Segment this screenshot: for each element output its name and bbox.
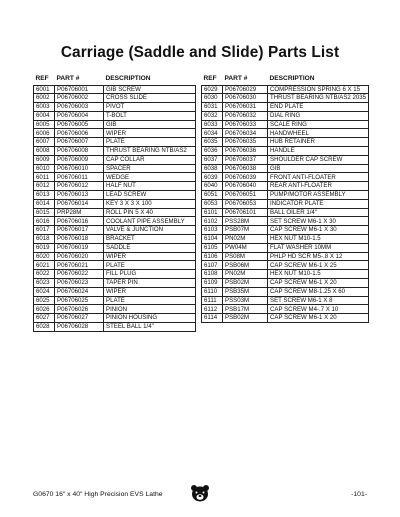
- col-header-description: DESCRIPTION: [269, 75, 315, 82]
- description-cell: SET SCREW M6-1 X 30: [268, 217, 369, 226]
- description-cell: CAP SCREW M4-.7 X 10: [268, 305, 369, 314]
- description-cell: CROSS SLIDE: [104, 94, 196, 103]
- table-row: [34, 252, 196, 261]
- part-number-cell: PW04M: [223, 243, 268, 252]
- ref-cell: 6106: [202, 252, 223, 261]
- part-number-cell: P06706031: [223, 103, 268, 112]
- part-number-cell: PSB17M: [223, 305, 268, 314]
- ref-cell: 6110: [202, 287, 223, 296]
- table-row: [34, 217, 196, 226]
- description-cell: PIVOT: [104, 103, 196, 112]
- parts-table-right-body: [202, 85, 369, 323]
- table-row: [202, 138, 369, 147]
- ref-cell: 6101: [202, 208, 223, 217]
- part-number-cell: PRP28M: [55, 208, 104, 217]
- description-cell: PINION HOUSING: [104, 314, 196, 323]
- ref-cell: 6109: [202, 279, 223, 288]
- page-number: -101-: [351, 491, 367, 498]
- ref-cell: 6019: [34, 243, 55, 252]
- description-cell: WEDGE: [104, 173, 196, 182]
- description-cell: THRUST BEARING NTB/AS2: [104, 147, 196, 156]
- part-number-cell: P06706039: [223, 173, 268, 182]
- description-cell: GIB: [104, 120, 196, 129]
- table-row: [202, 94, 369, 103]
- part-number-cell: P06706034: [223, 129, 268, 138]
- part-number-cell: P06706002: [55, 94, 104, 103]
- description-cell: HEX NUT M10-1.5: [268, 235, 369, 244]
- description-cell: COOLANT PIPE ASSEMBLY: [104, 217, 196, 226]
- description-cell: BALL OILER 1/4": [268, 208, 369, 217]
- footer-model: G0670 16" x 40" High Precision EVS Lathe: [33, 491, 163, 498]
- ref-cell: 6020: [34, 252, 55, 261]
- part-number-cell: P06706014: [55, 199, 104, 208]
- description-cell: HUB RETAINER: [268, 138, 369, 147]
- ref-cell: 6013: [34, 191, 55, 200]
- ref-cell: 6011: [34, 173, 55, 182]
- part-number-cell: P06706032: [223, 111, 268, 120]
- table-row: [202, 217, 369, 226]
- description-cell: FLAT WASHER 10MM: [268, 243, 369, 252]
- ref-cell: 6053: [202, 199, 223, 208]
- ref-cell: 6015: [34, 208, 55, 217]
- description-cell: CAP SCREW M6-1 X 20: [268, 279, 369, 288]
- part-number-cell: P06706024: [55, 287, 104, 296]
- part-number-cell: PSB07M: [223, 226, 268, 235]
- ref-cell: 6005: [34, 120, 55, 129]
- ref-cell: 6031: [202, 103, 223, 112]
- table-row: [34, 235, 196, 244]
- ref-cell: 6034: [202, 129, 223, 138]
- part-number-cell: P06706101: [223, 208, 268, 217]
- table-row: [202, 103, 369, 112]
- table-row: [34, 287, 196, 296]
- part-number-cell: P06706033: [223, 120, 268, 129]
- part-number-cell: P06706003: [55, 103, 104, 112]
- part-number-cell: P06706029: [223, 85, 268, 94]
- part-number-cell: P06706038: [223, 164, 268, 173]
- ref-cell: 6001: [34, 85, 55, 94]
- ref-cell: 6009: [34, 155, 55, 164]
- table-row: [34, 270, 196, 279]
- part-number-cell: PSS03M: [223, 296, 268, 305]
- description-cell: PHLP HD SCR M5-.8 X 12: [268, 252, 369, 261]
- table-row: [34, 111, 196, 120]
- table-row: [34, 138, 196, 147]
- table-row: [202, 261, 369, 270]
- description-cell: GIB: [268, 164, 369, 173]
- ref-cell: 6030: [202, 94, 223, 103]
- part-number-cell: P06706013: [55, 191, 104, 200]
- table-row: [202, 155, 369, 164]
- ref-cell: 6039: [202, 173, 223, 182]
- ref-cell: 6017: [34, 226, 55, 235]
- table-row: [202, 208, 369, 217]
- part-number-cell: PN02M: [223, 235, 268, 244]
- description-cell: TAPER PIN: [104, 279, 196, 288]
- table-row: [202, 314, 369, 323]
- col-header-part: PART #: [56, 75, 80, 82]
- table-row: [34, 243, 196, 252]
- ref-cell: 6003: [34, 103, 55, 112]
- part-number-cell: P06706019: [55, 243, 104, 252]
- ref-cell: 6008: [34, 147, 55, 156]
- ref-cell: 6025: [34, 296, 55, 305]
- description-cell: FRONT ANTI-FLOATER: [268, 173, 369, 182]
- table-row: [34, 173, 196, 182]
- ref-cell: 6037: [202, 155, 223, 164]
- table-header-row: [34, 75, 196, 85]
- ref-cell: 6022: [34, 270, 55, 279]
- description-cell: SCALE RING: [268, 120, 369, 129]
- part-number-cell: P06706053: [223, 199, 268, 208]
- ref-cell: 6102: [202, 217, 223, 226]
- col-header-part: PART #: [224, 75, 248, 82]
- description-cell: BRACKET: [104, 235, 196, 244]
- table-row: [34, 191, 196, 200]
- description-cell: COMPRESSION SPRING 6 X 15: [268, 85, 369, 94]
- description-cell: CAP SCREW M6-1 X 25: [268, 261, 369, 270]
- parts-table-left-body: [34, 85, 196, 331]
- table-row: [202, 296, 369, 305]
- part-number-cell: PS08M: [223, 252, 268, 261]
- ref-cell: 6021: [34, 261, 55, 270]
- description-cell: PLATE: [104, 261, 196, 270]
- table-row: [34, 199, 196, 208]
- part-number-cell: P06706028: [55, 323, 104, 332]
- table-row: [202, 287, 369, 296]
- table-row: [34, 279, 196, 288]
- table-row: [202, 270, 369, 279]
- ref-cell: 6103: [202, 226, 223, 235]
- table-row: [202, 182, 369, 191]
- ref-cell: 6107: [202, 261, 223, 270]
- bear-head-icon: [190, 484, 210, 502]
- description-cell: LEAD SCREW: [104, 191, 196, 200]
- description-cell: THRUST BEARING NTB/AS2 2035: [268, 94, 369, 103]
- ref-cell: 6014: [34, 199, 55, 208]
- description-cell: CAP SCREW M6-1 X 20: [268, 314, 369, 323]
- description-cell: WIPER: [104, 252, 196, 261]
- part-number-cell: P06706023: [55, 279, 104, 288]
- description-cell: KEY 3 X 3 X 100: [104, 199, 196, 208]
- description-cell: T-BOLT: [104, 111, 196, 120]
- description-cell: SPACER: [104, 164, 196, 173]
- part-number-cell: P06706004: [55, 111, 104, 120]
- part-number-cell: P06706040: [223, 182, 268, 191]
- ref-cell: 6038: [202, 164, 223, 173]
- ref-cell: 6111: [202, 296, 223, 305]
- table-row: [34, 208, 196, 217]
- description-cell: ROLL PIN 5 X 40: [104, 208, 196, 217]
- col-header-ref: REF: [35, 75, 49, 82]
- part-number-cell: PSS28M: [223, 217, 268, 226]
- table-row: [202, 129, 369, 138]
- parts-table-left: [33, 75, 196, 332]
- description-cell: WIPER: [104, 129, 196, 138]
- ref-cell: 6036: [202, 147, 223, 156]
- description-cell: PLATE: [104, 138, 196, 147]
- part-number-cell: P06706018: [55, 235, 104, 244]
- description-cell: SET SCREW M6-1 X 8: [268, 296, 369, 305]
- table-row: [34, 305, 196, 314]
- part-number-cell: P06706011: [55, 173, 104, 182]
- table-row: [34, 155, 196, 164]
- ref-cell: 6051: [202, 191, 223, 200]
- table-row: [34, 147, 196, 156]
- part-number-cell: P06706007: [55, 138, 104, 147]
- page-title: Carriage (Saddle and Slide) Parts List: [60, 44, 340, 61]
- ref-cell: 6028: [34, 323, 55, 332]
- table-row: [34, 85, 196, 94]
- table-row: [202, 226, 369, 235]
- description-cell: GIB SCREW: [104, 85, 196, 94]
- table-row: [202, 252, 369, 261]
- table-row: [202, 243, 369, 252]
- ref-cell: 6105: [202, 243, 223, 252]
- part-number-cell: P06706037: [223, 155, 268, 164]
- table-row: [34, 261, 196, 270]
- part-number-cell: PN02M: [223, 270, 268, 279]
- table-row: [202, 164, 369, 173]
- part-number-cell: P06706025: [55, 296, 104, 305]
- table-row: [34, 182, 196, 191]
- ref-cell: 6033: [202, 120, 223, 129]
- table-row: [202, 199, 369, 208]
- ref-cell: 6010: [34, 164, 55, 173]
- ref-cell: 6040: [202, 182, 223, 191]
- part-number-cell: P06706021: [55, 261, 104, 270]
- table-row: [34, 164, 196, 173]
- description-cell: SHOULDER CAP SCREW: [268, 155, 369, 164]
- ref-cell: 6027: [34, 314, 55, 323]
- part-number-cell: PSB02M: [223, 279, 268, 288]
- table-row: [34, 314, 196, 323]
- description-cell: STEEL BALL 1/4": [104, 323, 196, 332]
- description-cell: HANDWHEEL: [268, 129, 369, 138]
- table-row: [34, 94, 196, 103]
- table-row: [202, 235, 369, 244]
- ref-cell: 6002: [34, 94, 55, 103]
- part-number-cell: P06706030: [223, 94, 268, 103]
- part-number-cell: P06706012: [55, 182, 104, 191]
- part-number-cell: P06706022: [55, 270, 104, 279]
- part-number-cell: P06706035: [223, 138, 268, 147]
- description-cell: VALVE & JUNCTION: [104, 226, 196, 235]
- description-cell: HANDLE: [268, 147, 369, 156]
- table-row: [34, 226, 196, 235]
- ref-cell: 6016: [34, 217, 55, 226]
- part-number-cell: P06706026: [55, 305, 104, 314]
- part-number-cell: P06706005: [55, 120, 104, 129]
- ref-cell: 6024: [34, 287, 55, 296]
- description-cell: DIAL RING: [268, 111, 369, 120]
- part-number-cell: P06706020: [55, 252, 104, 261]
- part-number-cell: P06706036: [223, 147, 268, 156]
- part-number-cell: P06706016: [55, 217, 104, 226]
- description-cell: INDICATOR PLATE: [268, 199, 369, 208]
- table-row: [34, 296, 196, 305]
- part-number-cell: P06706027: [55, 314, 104, 323]
- ref-cell: 6029: [202, 85, 223, 94]
- ref-cell: 6104: [202, 235, 223, 244]
- ref-cell: 6006: [34, 129, 55, 138]
- ref-cell: 6032: [202, 111, 223, 120]
- ref-cell: 6026: [34, 305, 55, 314]
- table-header-row: [202, 75, 369, 85]
- ref-cell: 6112: [202, 305, 223, 314]
- description-cell: CAP SCREW M8-1.25 X 60: [268, 287, 369, 296]
- part-number-cell: P06706051: [223, 191, 268, 200]
- part-number-cell: P06706017: [55, 226, 104, 235]
- description-cell: CAP COLLAR: [104, 155, 196, 164]
- ref-cell: 6035: [202, 138, 223, 147]
- col-header-ref: REF: [203, 75, 217, 82]
- ref-cell: 6012: [34, 182, 55, 191]
- table-row: [34, 129, 196, 138]
- table-row: [202, 173, 369, 182]
- part-number-cell: P06706006: [55, 129, 104, 138]
- part-number-cell: PSB35M: [223, 287, 268, 296]
- description-cell: CAP SCREW M6-1 X 30: [268, 226, 369, 235]
- part-number-cell: P06706009: [55, 155, 104, 164]
- table-row: [202, 279, 369, 288]
- table-row: [202, 85, 369, 94]
- ref-cell: 6007: [34, 138, 55, 147]
- description-cell: HALF NUT: [104, 182, 196, 191]
- ref-cell: 6018: [34, 235, 55, 244]
- description-cell: REAR ANTI-FLOATER: [268, 182, 369, 191]
- part-number-cell: PSB06M: [223, 261, 268, 270]
- description-cell: PINION: [104, 305, 196, 314]
- parts-table-right: [201, 75, 369, 323]
- table-row: [202, 305, 369, 314]
- ref-cell: 6108: [202, 270, 223, 279]
- col-header-description: DESCRIPTION: [105, 75, 151, 82]
- table-row: [34, 120, 196, 129]
- part-number-cell: P06706010: [55, 164, 104, 173]
- table-row: [202, 120, 369, 129]
- description-cell: END PLATE: [268, 103, 369, 112]
- description-cell: WIPER: [104, 287, 196, 296]
- description-cell: SADDLE: [104, 243, 196, 252]
- table-row: [34, 323, 196, 332]
- ref-cell: 6023: [34, 279, 55, 288]
- part-number-cell: PSB02M: [223, 314, 268, 323]
- description-cell: PLATE: [104, 296, 196, 305]
- table-row: [202, 111, 369, 120]
- description-cell: HEX NUT M10-1.5: [268, 270, 369, 279]
- ref-cell: 6114: [202, 314, 223, 323]
- description-cell: PUMP/MOTOR ASSEMBLY: [268, 191, 369, 200]
- part-number-cell: P06706008: [55, 147, 104, 156]
- table-row: [34, 103, 196, 112]
- table-row: [202, 191, 369, 200]
- table-row: [202, 147, 369, 156]
- part-number-cell: P06706001: [55, 85, 104, 94]
- description-cell: FILL PLUG: [104, 270, 196, 279]
- ref-cell: 6004: [34, 111, 55, 120]
